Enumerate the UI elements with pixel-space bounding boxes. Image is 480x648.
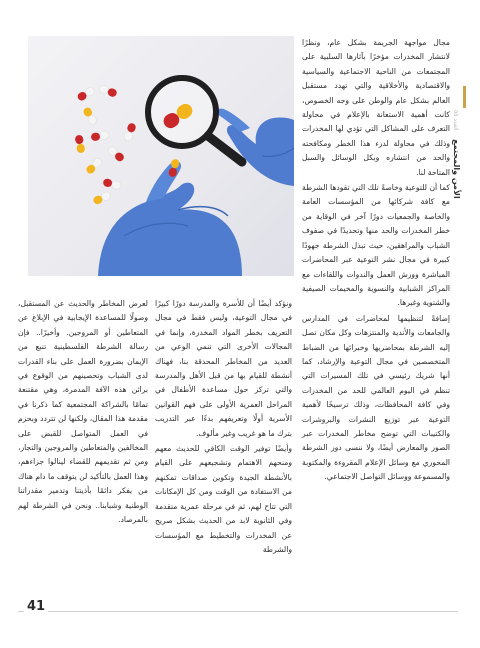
paragraph: وأيضًا توفير الوقت الكافي للحديث معهم ومنحهم الاهتمام وتشجيعهم على القيام بالأنشطة الجيدة وتكوين صداقات تمكنهم من الاستفادة من الوقت ومن كل الإمكانات التي تتاح لهم، ثم في مرحلة عمرية متقدمة وفي الثانوية لابد من الحديث بشكل صريح عن المخدرات والتخطيط مع المؤسسات والشرطة [155,444,292,554]
section-title: الأمن والمجتمع [452,139,461,199]
article-column-left [18,297,148,528]
side-accent-bar [463,86,466,108]
photo-illustration [28,36,294,276]
paragraph: لعرض المخاطر والحديث عن المستقبل، وصولًا للمساعدة الإيجابية في الإبلاغ عن المتعاطين أو المروجين. وأخيرًا.. فإن رسالة الشرطة الفلسطينية تنبع من الإيمان بضرورة العمل على بناء القدرات لدى الشباب وتحصينهم من الوقوع في براثن هذه الآفة المدمرة، وهي مقتنعة تمامًا بالشراكة المجتمعية كما ذكرنا في مقدمة هذا المقال، ولكنها لن تتردد وبحزم في العمل المتواصل للقبض على المخالفين والمتعاطين والمروجين والتجار، ومن ثم تقديمهم للقضاء لينالوا جزاءهم، وهذا العمل بالتأكيد لن يتوقف ما دام هناك من يفكر دائمًا بأذيتنا وتدمير مقدراتنا الوطنية وشبابنا.. ونحن في الشرطة لهم بالمرصاد. [18,299,148,525]
pills-group [74,84,136,205]
paragraph: إضافةً لتنظيمها لمحاضرات في المدارس والجامعات والأندية والمنتزهات وكل مكان تصل إليه الشرطة بمحاضريها وخبرائها من الضباط المتخصصين في مجال التوعية والإرشاد، كما أنها شريك رئيسي في تلك المسيرات التي تنظم في اليوم العالمي للحد من المخدرات وفي كافة المحافظات، وذلك ترسيخًا لأهمية التوعية عبر توزيع النشرات والبروشرات والكتيبات التي توضح مخاطر المخدرات عبر الصور والمعارض أيضًا، ولا ننسى دور الشرطة المحوري مع وسائل الإعلام المقروءة والمكتوبة والمسموعة ووسائل التواصل الاجتماعي. [302,313,450,482]
lower-glove [98,158,242,276]
article-photo [28,36,294,276]
paragraph: مجال مواجهة الجريمة بشكل عام، ونظرًا لانتشار المخدرات مؤخرًا بآثارها السلبية على المجتمعات من الناحية الاجتماعية والسياسية والاقتصادية والأخلاقية والتي تهدد مستقبل العالم بشكل عام والوطن على وجه الخصوص، كانت أهمية الاستعانة بالإعلام في محاولة التعرف على المشاكل التي تؤدي لها المخدرات وذلك في محاولة لدرء هذا الخطر ومكافحته والحد من انتشاره وبكل الوسائل والسبل المتاحة لنا. [302,38,450,177]
footer-divider [18,611,458,612]
article-column-right [302,36,450,485]
article-column-middle [155,297,292,557]
paragraph: ونؤكد أيضًا أن للأسرة والمدرسة دورًا كبيرًا في مجال التوعية، وليس فقط في مجال التعريف بخطر المواد المخدرة، وإنما في المجالات الأخرى التي تنمي الوعي من العديد من المخاطر المحدقة بنا، فهناك أنشطة للقيام بها من قبل الأهل والمدرسة والتي تركز حول مساعدة الأطفال في المراحل العمرية الأولى على فهم القوانين الأسرية أولًا وتعريفهم بدءًا عبر التدريب بترك ما هو غريب وغير مألوف. [155,299,292,438]
page-number: 41 [24,599,48,614]
paragraph: كما أن للتوعية وخاصةً تلك التي تقودها الشرطة مع كافة شركائها من المؤسسات العامة والخاصة والجمعيات دورًا آخر في الوقاية من خطر المخدرات والحد منها وتحديدًا في صفوف الشباب والمراهقين، حيث تبذل الشرطة جهودًا كبيرة في مجال نشر التوعية عبر المحاضرات المباشرة وورش العمل والندوات واللقاءات مع المراكز الشبابية والنسوية والمخيمات الصيفية والشتوية وغيرها. [302,183,450,308]
section-side-label [452,110,461,199]
issue-number: العدد ٥٥ [452,110,459,131]
